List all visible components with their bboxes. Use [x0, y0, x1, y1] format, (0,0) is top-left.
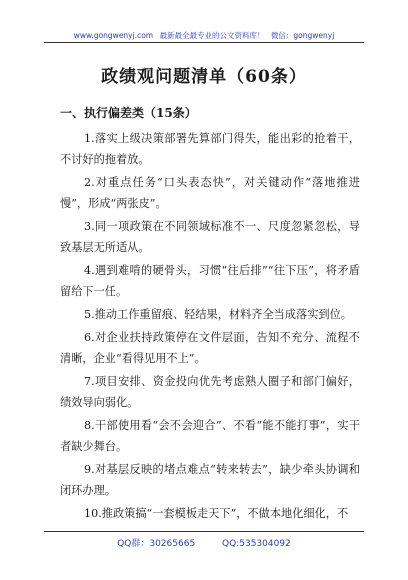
- header-wechat: 微信：gongwenyj: [270, 31, 335, 40]
- footer-qq-contact: QQ:535304092: [222, 539, 291, 549]
- item-list: [60, 128, 360, 526]
- header-divider: [44, 42, 364, 43]
- list-item: 8.干部使用看“会不会迎合”、不看“能不能打事”，实干者缺少舞台。: [60, 419, 360, 453]
- list-item: 3.同一项政策在不同领域标准不一、尺度忽紧忽松，导致基层无所适从。: [60, 220, 360, 254]
- page-footer: [0, 536, 408, 549]
- list-item: 6.对企业扶持政策停在文件层面，告知不充分、流程不清晰，企业“看得见用不上”。: [60, 331, 360, 365]
- list-item: 1.落实上级决策部署先算部门得失，能出彩的抢着干，不讨好的拖着放。: [60, 132, 360, 166]
- list-item: 2.对重点任务“口头表态快”，对关键动作“落地推进慢”，形成“两张皮”。: [60, 176, 360, 210]
- page-header: [0, 30, 408, 41]
- document-title: 政绩观问题清单（60条）: [101, 67, 307, 87]
- footer-divider: [44, 531, 364, 532]
- list-item: 5.推动工作重留痕、轻结果，材料齐全当成落实到位。: [84, 308, 352, 321]
- list-item: 7.项目安排、资金投向优先考虑熟人圈子和部门偏好，绩效导向弱化。: [60, 375, 360, 409]
- list-item: 4.遇到难啃的硬骨头，习惯“往后排”“往下压”，将矛盾留给下一任。: [60, 264, 360, 298]
- list-item: 9.对基层反映的堵点难点“转来转去”，缺少牵头协调和闭环办理。: [60, 463, 360, 497]
- list-item: 10.推政策搞“一套模板走天下”，不做本地化细化，不: [84, 507, 349, 520]
- header-slogan: 最新最全最专业的公文资料库！: [159, 31, 265, 40]
- section-heading: 一、执行偏差类（15条）: [60, 106, 197, 120]
- header-site-link[interactable]: www.gongwenyj.com: [73, 31, 154, 40]
- footer-qq-group: QQ群：30265665: [117, 539, 196, 549]
